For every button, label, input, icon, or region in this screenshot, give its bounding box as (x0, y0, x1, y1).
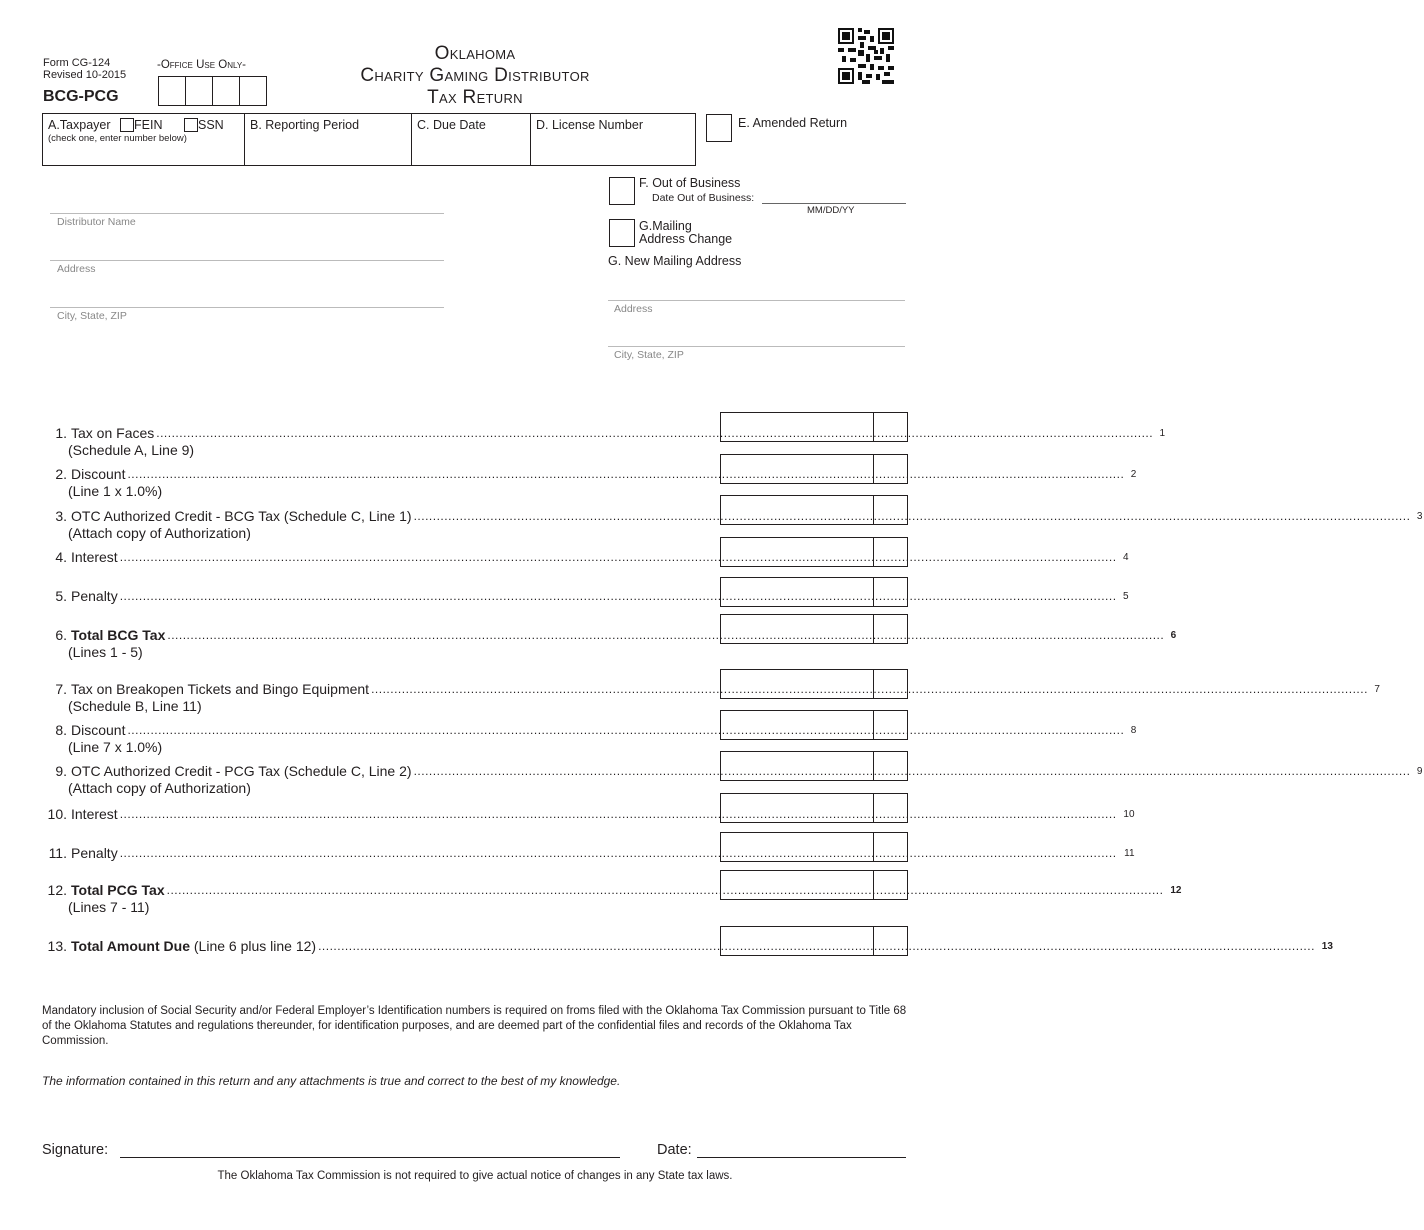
line-number: 7. (55, 681, 67, 697)
tax-line-main (42, 763, 1423, 780)
cents-divider (873, 496, 874, 524)
tax-line (42, 845, 1135, 862)
cents-divider (873, 413, 874, 441)
leader-dots: .................................................................................................................................................................................................................................................................... (166, 883, 1164, 897)
tax-line-main (42, 722, 1137, 739)
tax-line (42, 425, 1166, 459)
line-label (67, 588, 118, 605)
line-number: 2. (55, 466, 67, 482)
tax-line (42, 466, 1137, 500)
leader-dots: .................................................................................................................................................................................................................................................................... (413, 764, 1411, 778)
line-reference: 1 (1159, 428, 1166, 439)
leader-dots: .................................................................................................................................................................................................................................................................... (318, 939, 1315, 953)
leader-dots: .................................................................................................................................................................................................................................................................... (119, 589, 1117, 603)
line-label (67, 882, 165, 899)
fein-label: FEIN (134, 118, 163, 132)
line-subtext: (Schedule A, Line 9) (68, 442, 195, 458)
leader-dots: .................................................................................................................................................................................................................................................................... (167, 628, 1165, 642)
amount-input[interactable] (720, 412, 908, 442)
line-number: 10. (47, 806, 67, 822)
attestation-text: The information contained in this return and any attachments is true and correct to the best of my knowledge. (42, 1074, 621, 1088)
date-format-hint: MM/DD/YY (807, 205, 855, 216)
line-label-bold: Total Amount Due (71, 938, 190, 954)
line-label-text: (Line 6 plus line 12) (190, 938, 317, 954)
tax-line-main (42, 425, 1166, 442)
taxpayer-note: (check one, enter number below) (48, 133, 187, 144)
cents-divider (873, 794, 874, 822)
leader-dots: .................................................................................................................................................................................................................................................................... (371, 682, 1368, 696)
line-label-text: Penalty (71, 588, 118, 604)
cents-divider (873, 871, 874, 899)
fein-checkbox[interactable] (120, 118, 134, 132)
amount-input[interactable] (720, 669, 908, 699)
tax-line (42, 508, 1423, 542)
line-subtext: (Schedule B, Line 11) (68, 698, 202, 714)
line-label-text: Tax on Breakopen Tickets and Bingo Equipment (71, 681, 370, 697)
line-label-text: Penalty (71, 845, 118, 861)
date-label: Date: (657, 1142, 692, 1158)
line-label (67, 806, 118, 823)
line-label (67, 845, 118, 862)
line-label-text: Interest (71, 549, 118, 565)
amount-input[interactable] (720, 537, 908, 567)
cents-divider (873, 711, 874, 739)
out-of-business-checkbox[interactable] (609, 177, 635, 205)
cents-divider (873, 615, 874, 643)
form-code: BCG-PCG (43, 88, 119, 105)
mailing-change-checkbox[interactable] (609, 219, 635, 247)
line-label (67, 425, 154, 442)
tax-line (42, 722, 1137, 756)
license-number-cell[interactable] (530, 113, 696, 166)
office-use-label: -Office Use Only- (157, 59, 246, 71)
form-revised: Revised 10-2015 (43, 69, 127, 81)
footer-notice: The Oklahoma Tax Commission is not required to give actual notice of changes in any State tax laws. (217, 1170, 733, 1182)
line-number: 12. (47, 882, 67, 898)
line-label (67, 549, 118, 566)
mailing-change-line-1: G.Mailing (639, 219, 692, 233)
office-use-boxes (158, 76, 267, 106)
out-of-business-label: F. Out of Business (639, 176, 741, 190)
new-city-state-zip-input[interactable] (608, 346, 905, 347)
due-date-cell[interactable] (411, 113, 531, 166)
leader-dots: .................................................................................................................................................................................................................................................................... (119, 807, 1117, 821)
amended-return-label: E. Amended Return (738, 116, 848, 130)
due-date-label: C. Due Date (417, 118, 486, 132)
form-number: Form CG-124 (43, 57, 111, 69)
leader-dots: .................................................................................................................................................................................................................................................................... (127, 723, 1125, 737)
line-label (67, 508, 412, 525)
ssn-label: SSN (197, 118, 224, 132)
cents-divider (873, 578, 874, 606)
line-subtext: (Attach copy of Authorization) (68, 780, 251, 796)
reporting-period-label: B. Reporting Period (250, 118, 360, 132)
new-address-input[interactable] (608, 300, 905, 301)
title-line-1: Oklahoma (434, 43, 516, 64)
form-title (300, 43, 650, 109)
title-line-2: Charity Gaming Distributor (360, 65, 590, 86)
date-out-label: Date Out of Business: (652, 192, 755, 204)
line-label (67, 938, 316, 955)
address-input[interactable] (50, 260, 444, 261)
mailing-change-label (639, 220, 732, 246)
cents-divider (873, 927, 874, 955)
city-state-zip-input[interactable] (50, 307, 444, 308)
leader-dots: .................................................................................................................................................................................................................................................................... (119, 550, 1117, 564)
line-label (67, 627, 165, 644)
line-subtext: (Lines 1 - 5) (68, 644, 143, 660)
taxpayer-label: A.Taxpayer (48, 118, 111, 132)
line-number: 8. (55, 722, 67, 738)
cents-divider (873, 670, 874, 698)
line-number: 5. (55, 588, 67, 604)
tax-line (42, 806, 1135, 823)
amount-input[interactable] (720, 793, 908, 823)
tax-line (42, 681, 1380, 715)
distributor-name-label: Distributor Name (57, 216, 136, 228)
line-subtext: (Attach copy of Authorization) (68, 525, 251, 541)
line-label-text: OTC Authorized Credit - BCG Tax (Schedule C, Line 1) (71, 508, 412, 524)
line-number: 6. (55, 627, 67, 643)
amount-input[interactable] (720, 710, 908, 740)
line-number: 3. (55, 508, 67, 524)
tax-line (42, 763, 1423, 797)
reporting-period-cell[interactable] (244, 113, 412, 166)
line-label (67, 722, 125, 739)
leader-dots: .................................................................................................................................................................................................................................................................... (413, 509, 1411, 523)
line-label-text: Discount (71, 466, 126, 482)
line-label-text: OTC Authorized Credit - PCG Tax (Schedule C, Line 2) (71, 763, 412, 779)
amount-input[interactable] (720, 926, 908, 956)
line-number: 4. (55, 549, 67, 565)
license-number-label: D. License Number (536, 118, 643, 132)
cents-divider (873, 833, 874, 861)
line-label-text: Discount (71, 722, 126, 738)
cents-divider (873, 752, 874, 780)
signature-input[interactable] (120, 1157, 620, 1158)
date-out-input[interactable] (762, 203, 906, 204)
amount-input[interactable] (720, 577, 908, 607)
leader-dots: .................................................................................................................................................................................................................................................................... (127, 467, 1125, 481)
amended-return-checkbox[interactable] (706, 114, 732, 142)
tax-line-main (42, 508, 1423, 525)
line-reference: 6 (1170, 630, 1177, 641)
line-number: 11. (48, 845, 67, 861)
new-mailing-address-label: G. New Mailing Address (608, 254, 742, 268)
line-reference: 10 (1123, 809, 1135, 820)
line-label (67, 681, 369, 698)
qr-code-icon (838, 28, 894, 84)
line-subtext: (Line 1 x 1.0%) (68, 483, 163, 499)
tax-line (42, 549, 1129, 566)
line-label-bold: Total PCG Tax (71, 882, 165, 898)
line-label (67, 466, 125, 483)
mandatory-notice: Mandatory inclusion of Social Security and/or Federal Employer’s Identification numbers is required on froms filed with the Oklahoma Tax Commission pursuant to Title 68 of the Oklahoma Statutes and regulations thereunder, for identification purposes, and are deemed part of the confidential files and records of the Oklahoma Tax Commission. (42, 1005, 907, 1047)
line-label-text: Interest (71, 806, 118, 822)
title-line-3: Tax Return (427, 87, 523, 108)
tax-line-main (42, 806, 1135, 823)
tax-line (42, 882, 1182, 916)
tax-line (42, 938, 1333, 955)
leader-dots: .................................................................................................................................................................................................................................................................... (156, 426, 1154, 440)
tax-line-main (42, 938, 1333, 955)
new-address-label: Address (614, 303, 653, 315)
amount-input[interactable] (720, 870, 908, 900)
tax-line-main (42, 627, 1177, 644)
amount-input[interactable] (720, 495, 908, 525)
line-reference: 4 (1122, 552, 1129, 563)
tax-line (42, 627, 1177, 661)
line-subtext: (Lines 7 - 11) (68, 899, 150, 915)
address-label: Address (57, 263, 96, 275)
tax-line (42, 588, 1129, 605)
line-number: 13. (47, 938, 67, 954)
line-subtext: (Line 7 x 1.0%) (68, 739, 163, 755)
line-reference: 5 (1122, 591, 1129, 602)
line-label-text: Tax on Faces (71, 425, 155, 441)
tax-line-main (42, 882, 1182, 899)
distributor-name-input[interactable] (50, 213, 444, 214)
signature-label: Signature: (42, 1142, 109, 1158)
tax-line-main (42, 549, 1129, 566)
ssn-checkbox[interactable] (184, 118, 198, 132)
tax-line-main (42, 845, 1135, 862)
line-number: 9. (55, 763, 67, 779)
amount-input[interactable] (720, 454, 908, 484)
tax-line-main (42, 681, 1380, 698)
line-label (67, 763, 412, 780)
line-number: 1. (55, 425, 67, 441)
new-city-state-zip-label: City, State, ZIP (614, 349, 684, 361)
line-reference: 7 (1374, 684, 1380, 695)
amount-input[interactable] (720, 751, 908, 781)
leader-dots: .................................................................................................................................................................................................................................................................... (119, 846, 1117, 860)
line-reference: 11 (1124, 848, 1135, 859)
mailing-change-line-2: Address Change (639, 232, 733, 246)
line-reference: 12 (1170, 885, 1182, 896)
city-state-zip-label: City, State, ZIP (57, 310, 127, 322)
line-label-bold: Total BCG Tax (71, 627, 166, 643)
amount-input[interactable] (720, 832, 908, 862)
cents-divider (873, 538, 874, 566)
line-reference: 9 (1416, 766, 1423, 777)
date-input[interactable] (697, 1157, 906, 1158)
line-reference: 13 (1321, 941, 1333, 952)
tax-line-main (42, 466, 1137, 483)
line-reference: 8 (1130, 725, 1137, 736)
taxpayer-cell (42, 113, 245, 166)
line-reference: 2 (1130, 469, 1137, 480)
tax-line-main (42, 588, 1129, 605)
line-reference: 3 (1416, 511, 1423, 522)
cents-divider (873, 455, 874, 483)
amount-input[interactable] (720, 614, 908, 644)
